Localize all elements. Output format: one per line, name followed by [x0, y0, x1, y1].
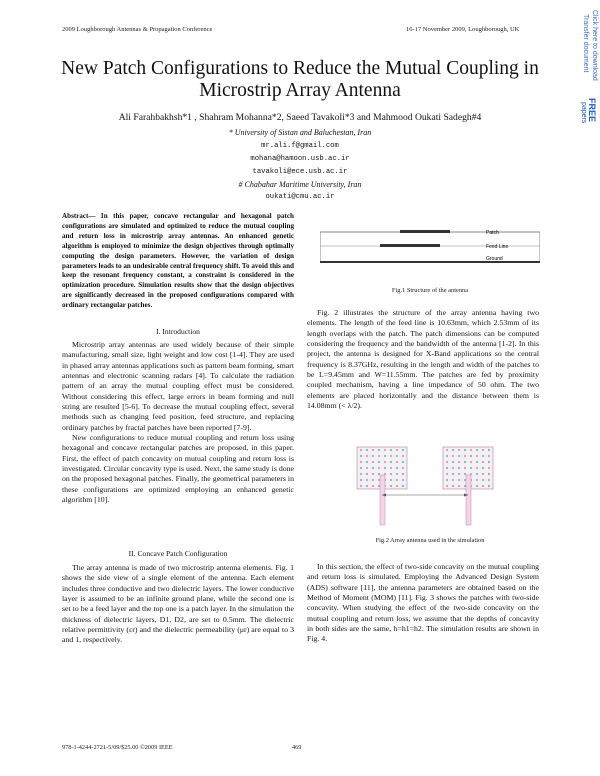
mesh-dot: [464, 467, 466, 469]
mesh-dot: [446, 485, 448, 487]
mesh-dot: [402, 473, 404, 475]
affiliation-2: # Chabahar Maritime University, Iran: [238, 180, 362, 189]
mesh-dot: [464, 461, 466, 463]
patch-layer: [400, 230, 450, 233]
figure-1-caption: Fig.1 Structure of the antenna: [391, 287, 469, 294]
section-2-heading: II. Concave Patch Configuration: [128, 549, 228, 558]
mesh-dot: [464, 449, 466, 451]
mesh-dot: [372, 473, 374, 475]
authors: Ali Farahbakhsh*1 , Shahram Mohanna*2, Saeed Tavakoli*3 and Mahmood Oukati Sadegh#4: [118, 112, 482, 123]
section-2-para-1: The array antenna is made of two microstrip antenna elements. Fig. 1 shows the side view of a single element of the antenna. Each element includes three conductive and two dielectric layers. The lower conductive layer is assumed to be an infinite ground plane, while the second one is set to be a feed layer and the top one is a patch layer. In the simulation the thickness of dielectric layers, D1, D2, are set to 0.5mm. The dielectric relative permittivity (εr) and the dielectric permeability (μr) are equal to 3 and 1, respectively.: [62, 563, 294, 645]
mesh-dot: [488, 455, 490, 457]
mesh-dot: [446, 449, 448, 451]
mesh-dot: [452, 449, 454, 451]
mesh-dot: [402, 461, 404, 463]
mesh-dot: [488, 467, 490, 469]
mesh-dot: [452, 455, 454, 457]
mesh-dot: [396, 473, 398, 475]
mesh-dot: [482, 449, 484, 451]
label-patch: Patch: [486, 230, 499, 236]
mesh-dot: [396, 455, 398, 457]
figure-1: [320, 222, 540, 272]
mesh-dot: [390, 473, 392, 475]
feed-line: [380, 475, 385, 525]
mesh-dot: [476, 467, 478, 469]
mesh-dot: [402, 449, 404, 451]
right-body-2: [307, 562, 539, 645]
mesh-dot: [488, 479, 490, 481]
mesh-dot: [402, 485, 404, 487]
mesh-dot: [390, 461, 392, 463]
mesh-dot: [384, 449, 386, 451]
mesh-dot: [458, 455, 460, 457]
mesh-dot: [384, 467, 386, 469]
mesh-dot: [390, 467, 392, 469]
mesh-dot: [384, 461, 386, 463]
mesh-dot: [458, 485, 460, 487]
mesh-dot: [372, 479, 374, 481]
mesh-dot: [390, 479, 392, 481]
banner-papers: papers: [580, 102, 587, 124]
mesh-dot: [402, 467, 404, 469]
date-header: 16-17 November 2009, Loughborough, UK: [406, 26, 520, 33]
mesh-dot: [458, 467, 460, 469]
mesh-dot: [366, 455, 368, 457]
mesh-dot: [378, 449, 380, 451]
paper-title: New Patch Configurations to Reduce the Mutual Coupling in Microstrip Array Antenna: [61, 58, 539, 101]
mesh-dot: [476, 449, 478, 451]
mesh-dot: [390, 485, 392, 487]
email-1: mr.ali.f@gmail.com: [261, 142, 339, 150]
banner-text-3: Transfer document: [582, 14, 589, 73]
mesh-dot: [488, 485, 490, 487]
mesh-dot: [396, 485, 398, 487]
mesh-dot: [488, 461, 490, 463]
mesh-dot: [452, 479, 454, 481]
right-body-1: [307, 308, 539, 411]
feed-layer: [380, 244, 440, 247]
mesh-dot: [476, 455, 478, 457]
mesh-dot: [458, 473, 460, 475]
mesh-dot: [452, 467, 454, 469]
affiliation-1: * University of Sistan and Baluchestan, Iran: [228, 128, 372, 137]
mesh-dot: [476, 485, 478, 487]
section-2-body: [62, 563, 294, 646]
mesh-dot: [360, 449, 362, 451]
banner-free: FREE: [587, 98, 597, 123]
mesh-dot: [458, 449, 460, 451]
mesh-dot: [366, 485, 368, 487]
mesh-dot: [396, 461, 398, 463]
mesh-dot: [396, 467, 398, 469]
mesh-dot: [372, 455, 374, 457]
mesh-dot: [396, 449, 398, 451]
section-1-para-1: Microstrip array antennas are used widely because of their simple manufacturing, small size, light weight and low cost [1-4]. They are used in phased array antennas applications such as pattern beam forming, smart antennas and electronic scanning radars [4]. To calculate the radiation pattern of an array the mutual coupling effect must be considered. Without considering this effect, large errors in beam forming and null string are resulted [5-6]. To decrease the mutual coupling effect, several methods such as changing feed position, feed structure, and replacing ordinary patches by fractal patches have been reported [7-9].: [62, 340, 294, 432]
right-para-1: Fig. 2 illustrates the structure of the array antenna having two elements. The length of the feed line is 10.63mm, which 2.53mm of its length overlaps with the patch. The patch dimensions can be computed considering the frequency and the bandwidth of the antenna [1-2]. In this project, the antenna is designed for X-Band applications so the central frequency is 8.37GHz, resulting in the length and width of the patches to be L=9.45mm and W=11.55mm. The patches are fed by proximity coupled mechanism, having a line impedance of 50 ohm. The two elements are placed horizontally and the distance between them is 14.08mm (< λ/2).: [307, 308, 539, 411]
mesh-dot: [402, 455, 404, 457]
ground-layer: [320, 261, 540, 263]
label-ground: Ground: [486, 256, 503, 262]
mesh-dot: [482, 479, 484, 481]
mesh-dot: [482, 485, 484, 487]
mesh-dot: [360, 455, 362, 457]
mesh-dot: [446, 467, 448, 469]
mesh-dot: [360, 467, 362, 469]
mesh-dot: [482, 461, 484, 463]
mesh-dot: [366, 479, 368, 481]
mesh-dot: [470, 455, 472, 457]
mesh-dot: [390, 449, 392, 451]
mesh-dot: [372, 461, 374, 463]
mesh-dot: [372, 467, 374, 469]
mesh-dot: [470, 467, 472, 469]
mesh-dot: [476, 473, 478, 475]
mesh-dot: [372, 485, 374, 487]
email-4: oukati@cmu.ac.ir: [265, 193, 335, 201]
mesh-dot: [458, 461, 460, 463]
section-1-heading: I. Introduction: [156, 327, 200, 336]
mesh-dot: [470, 449, 472, 451]
mesh-dot: [464, 455, 466, 457]
mesh-dot: [366, 461, 368, 463]
mesh-dot: [452, 461, 454, 463]
mesh-dot: [446, 455, 448, 457]
antenna-side-view-diagram: [320, 222, 540, 272]
page-number: 469: [292, 744, 302, 751]
mesh-dot: [378, 455, 380, 457]
section-1-para-2: New configurations to reduce mutual coupling and return loss using hexagonal and concave rectangular patches are proposed, in this paper. First, the effect of patch concavity on mutual coupling and return loss is investigated. Circular concavity type is used. Next, the same study is done on the proposed hexagonal patches. Finally, the geometrical parameters in these configurations are optimized employing an enhanced genetic algorithm [10].: [62, 433, 294, 505]
label-feed: Feed Line: [486, 244, 509, 250]
mesh-dot: [476, 461, 478, 463]
mesh-dot: [446, 479, 448, 481]
mesh-dot: [366, 449, 368, 451]
mesh-dot: [396, 479, 398, 481]
mesh-dot: [446, 473, 448, 475]
mesh-dot: [488, 449, 490, 451]
mesh-dot: [384, 455, 386, 457]
mesh-dot: [446, 461, 448, 463]
mesh-dot: [482, 473, 484, 475]
abstract: Abstract— In this paper, concave rectangular and hexagonal patch configurations are simulated and optimized to reduce the mutual coupling and return loss in microstrip array antennas. An enhanced genetic algorithm is employed to minimize the design objectives through optimally computing the design parameters. However, the variation of design parameters leads to an undesirable central frequency shift. To avoid this and keep the resonant frequency constant, a constraint is considered in the optimization procedure. Simulation results show that the design objectives are significantly decreased in the proposed configurations compared with ordinary rectangular patches.: [62, 212, 294, 310]
email-3: tavakoli@ece.usb.ac.ir: [252, 168, 348, 176]
mesh-dot: [482, 455, 484, 457]
mesh-dot: [452, 473, 454, 475]
figure-2: [355, 445, 495, 527]
mesh-dot: [470, 461, 472, 463]
mesh-dot: [360, 485, 362, 487]
conference-header: 2009 Loughborough Antennas & Propagation Conference: [62, 26, 213, 33]
mesh-dot: [482, 467, 484, 469]
mesh-dot: [488, 473, 490, 475]
feed-line: [466, 475, 471, 525]
mesh-dot: [360, 479, 362, 481]
mesh-dot: [366, 473, 368, 475]
mesh-dot: [360, 461, 362, 463]
download-banner[interactable]: [576, 10, 598, 124]
mesh-dot: [402, 479, 404, 481]
mesh-dot: [378, 461, 380, 463]
banner-text-1: Click here to download: [591, 10, 598, 81]
mesh-dot: [458, 479, 460, 481]
mesh-dot: [366, 467, 368, 469]
array-antenna-diagram: [355, 445, 495, 527]
figure-2-caption: Fig.2 Array antenna used in the simulation: [375, 537, 485, 544]
mesh-dot: [390, 455, 392, 457]
email-2: mohana@hamoon.usb.ac.ir: [250, 155, 350, 163]
copyright-footer: 978-1-4244-2721-5/09/$25.00 ©2009 IEEE: [62, 744, 173, 751]
mesh-dot: [452, 485, 454, 487]
mesh-dot: [476, 479, 478, 481]
mesh-dot: [360, 473, 362, 475]
right-para-2: In this section, the effect of two-side concavity on the mutual coupling and return loss is simulated. Employing the Advanced Design System (ADS) software [11], the antenna parameters are obtained based on the Method of Moment (MOM) [11]. Fig. 3 shows the patches with two-side concavity. When studying the effect of the two-side concavity on the mutual coupling and return loss, we assume that the depths of concavity in both sides are the same, h=h1=h2. The simulation results are shown in Fig. 4.: [307, 562, 539, 644]
mesh-dot: [378, 467, 380, 469]
mesh-dot: [372, 449, 374, 451]
section-1-body: [62, 340, 294, 506]
